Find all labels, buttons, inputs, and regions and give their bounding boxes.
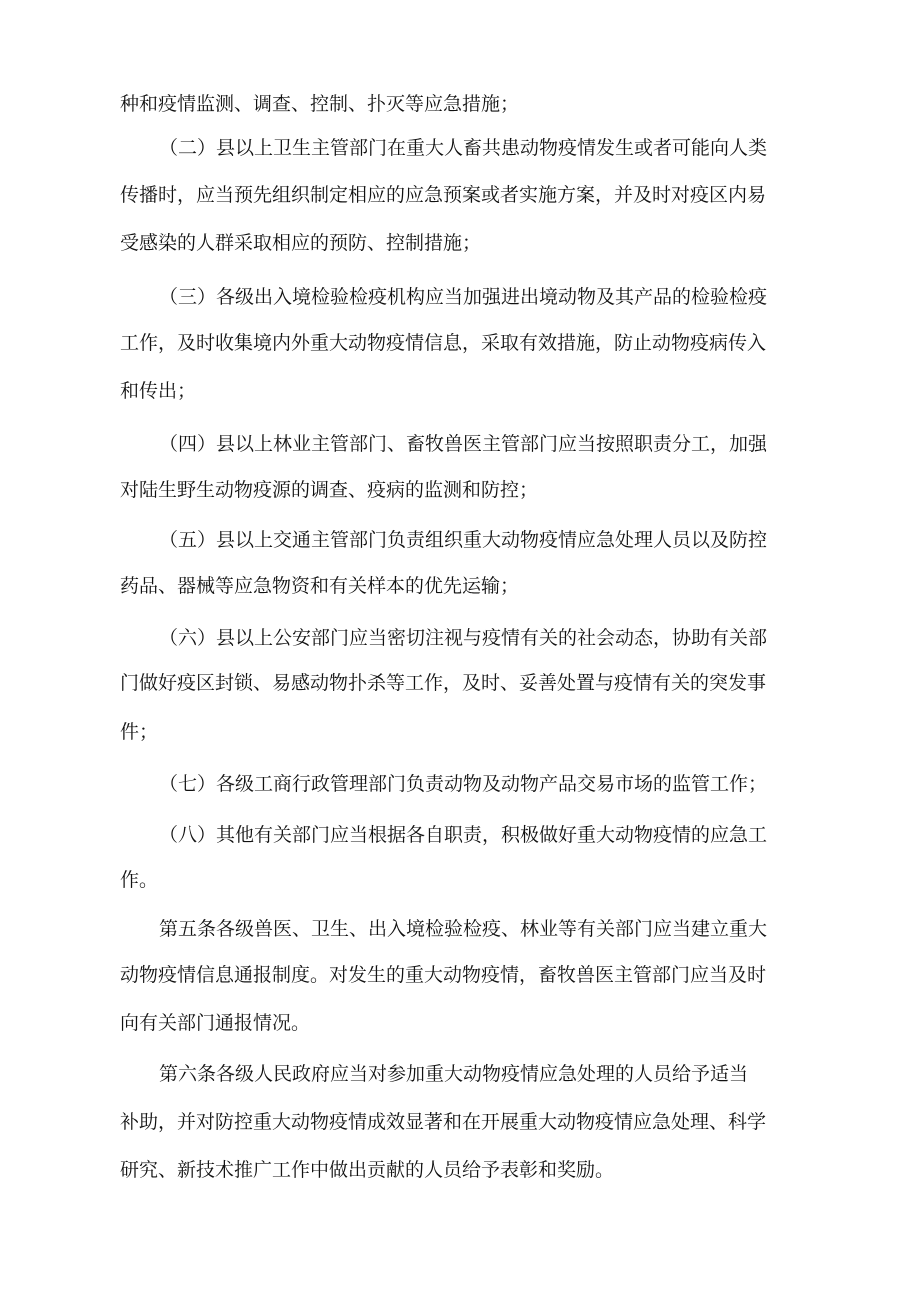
text-line-14: 件； <box>120 721 159 743</box>
text-line-2: （二）县以上卫生主管部门在重大人畜共患动物疫情发生或者可能向人类 <box>159 137 768 159</box>
text-line-12: （六）县以上公安部门应当密切注视与疫情有关的社会动态，协助有关部 <box>159 627 768 649</box>
text-line-3: 传播时，应当预先组织制定相应的应急预案或者实施方案，并及时对疫区内易 <box>120 184 767 206</box>
text-line-11: 药品、器械等应急物资和有关样本的优先运输； <box>120 575 520 597</box>
text-line-13: 门做好疫区封锁、易感动物扑杀等工作，及时、妥善处置与疫情有关的突发事 <box>120 672 767 694</box>
text-line-4: 受感染的人群采取相应的预防、控制措施； <box>120 232 482 254</box>
text-line-6: 工作，及时收集境内外重大动物疫情信息，采取有效措施，防止动物疫病传入 <box>120 332 767 354</box>
text-line-15: （七）各级工商行政管理部门负责动物及动物产品交易市场的监管工作； <box>159 773 768 795</box>
text-line-19: 动物疫情信息通报制度。对发生的重大动物疫情，畜牧兽医主管部门应当及时 <box>120 964 767 986</box>
text-line-17: 作。 <box>120 869 159 891</box>
text-line-16: （八）其他有关部门应当根据各自职责，积极做好重大动物疫情的应急工 <box>159 824 768 846</box>
text-line-18: 第五条各级兽医、卫生、出入境检验检疫、林业等有关部门应当建立重大 <box>159 918 768 940</box>
text-line-9: 对陆生野生动物疫源的调查、疫病的监测和防控； <box>120 479 539 501</box>
text-line-7: 和传出； <box>120 380 197 402</box>
text-line-10: （五）县以上交通主管部门负责组织重大动物疫情应急处理人员以及防控 <box>159 529 768 551</box>
text-line-8: （四）县以上林业主管部门、畜牧兽医主管部门应当按照职责分工，加强 <box>159 433 768 455</box>
text-line-23: 研究、新技术推广工作中做出贡献的人员给予表彰和奖励。 <box>120 1159 615 1181</box>
text-line-21: 第六条各级人民政府应当对参加重大动物疫情应急处理的人员给予适当 <box>159 1063 749 1085</box>
text-line-1: 种和疫情监测、调查、控制、扑灭等应急措施； <box>120 93 520 115</box>
text-line-20: 向有关部门通报情况。 <box>120 1012 311 1034</box>
text-line-22: 补助，并对防控重大动物疫情成效显著和在开展重大动物疫情应急处理、科学 <box>120 1111 767 1133</box>
text-line-5: （三）各级出入境检验检疫机构应当加强进出境动物及其产品的检验检疫 <box>159 286 768 308</box>
